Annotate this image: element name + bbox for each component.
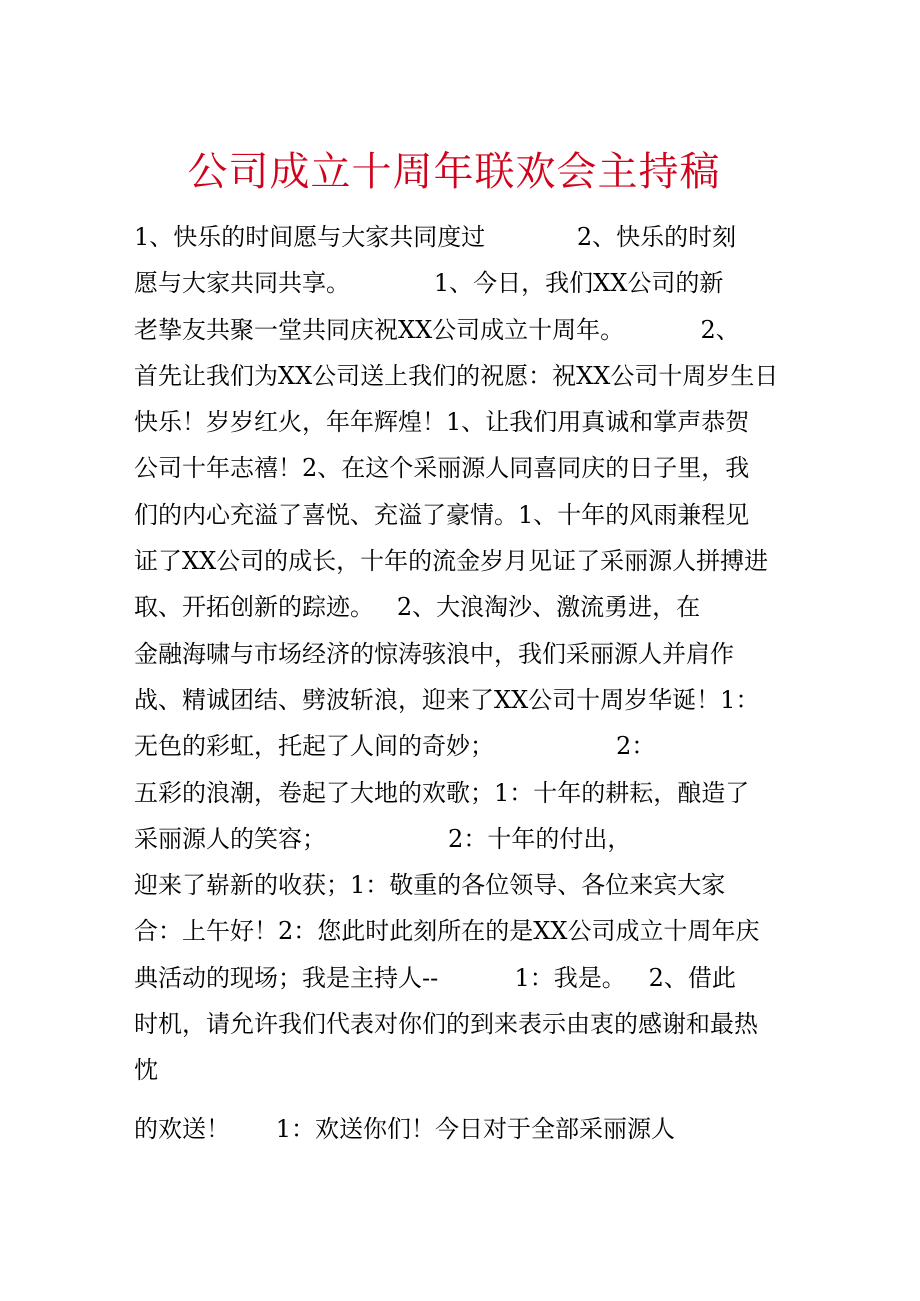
body-line: 老挚友共聚一堂共同庆祝XX公司成立十周年。 2、 bbox=[134, 315, 740, 344]
body-line: 公司十年志禧！2、在这个采丽源人同喜同庆的日子里，我 bbox=[134, 454, 750, 483]
body-line: 证了XX公司的成长，十年的流金岁月见证了采丽源人拼搏进 bbox=[134, 547, 769, 576]
body-line: 快乐！岁岁红火，年年辉煌！1、让我们用真诚和掌声恭贺 bbox=[134, 408, 750, 437]
body-line: 的欢送！ 1：欢送你们！今日对于全部采丽源人 bbox=[134, 1114, 676, 1143]
body-line: 金融海啸与市场经济的惊涛骇浪中，我们采丽源人并肩作 bbox=[134, 639, 734, 668]
body-line: 1、快乐的时间愿与大家共同度过 2、快乐的时刻 bbox=[134, 223, 737, 251]
body-line: 五彩的浪潮，卷起了大地的欢歌；1：十年的耕耘，酿造了 bbox=[134, 778, 750, 807]
body-line: 战、精诚团结、劈波斩浪，迎来了XX公司十周岁华诞！1： bbox=[134, 685, 760, 714]
document-title: 公司成立十周年联欢会主持稿 bbox=[187, 149, 721, 195]
body-line: 典活动的现场；我是主持人-- 1：我是。 2、借此 bbox=[134, 963, 736, 992]
document-body bbox=[134, 214, 794, 1152]
body-line: 愿与大家共同共享。 1、今日，我们XX公司的新 bbox=[134, 269, 724, 298]
body-line: 合：上午好！2：您此时此刻所在的是XX公司成立十周年庆 bbox=[134, 917, 760, 946]
body-line: 采丽源人的笑容； 2：十年的付出， bbox=[134, 824, 632, 853]
body-line: 首先让我们为XX公司送上我们的祝愿：祝XX公司十周岁生日 bbox=[134, 361, 779, 390]
body-line: 无色的彩虹，托起了人间的奇妙； 2： bbox=[134, 732, 656, 761]
body-line: 们的内心充溢了喜悦、充溢了豪情。1、十年的风雨兼程见 bbox=[134, 500, 750, 529]
body-line: 迎来了崭新的收获；1：敬重的各位领导、各位来宾大家 bbox=[134, 871, 726, 900]
body-line: 忱 bbox=[134, 1056, 158, 1085]
body-line: 时机，请允许我们代表对你们的到来表示由衷的感谢和最热 bbox=[134, 1010, 758, 1039]
body-line: 取、开拓创新的踪迹。 2、大浪淘沙、激流勇进，在 bbox=[134, 593, 701, 622]
